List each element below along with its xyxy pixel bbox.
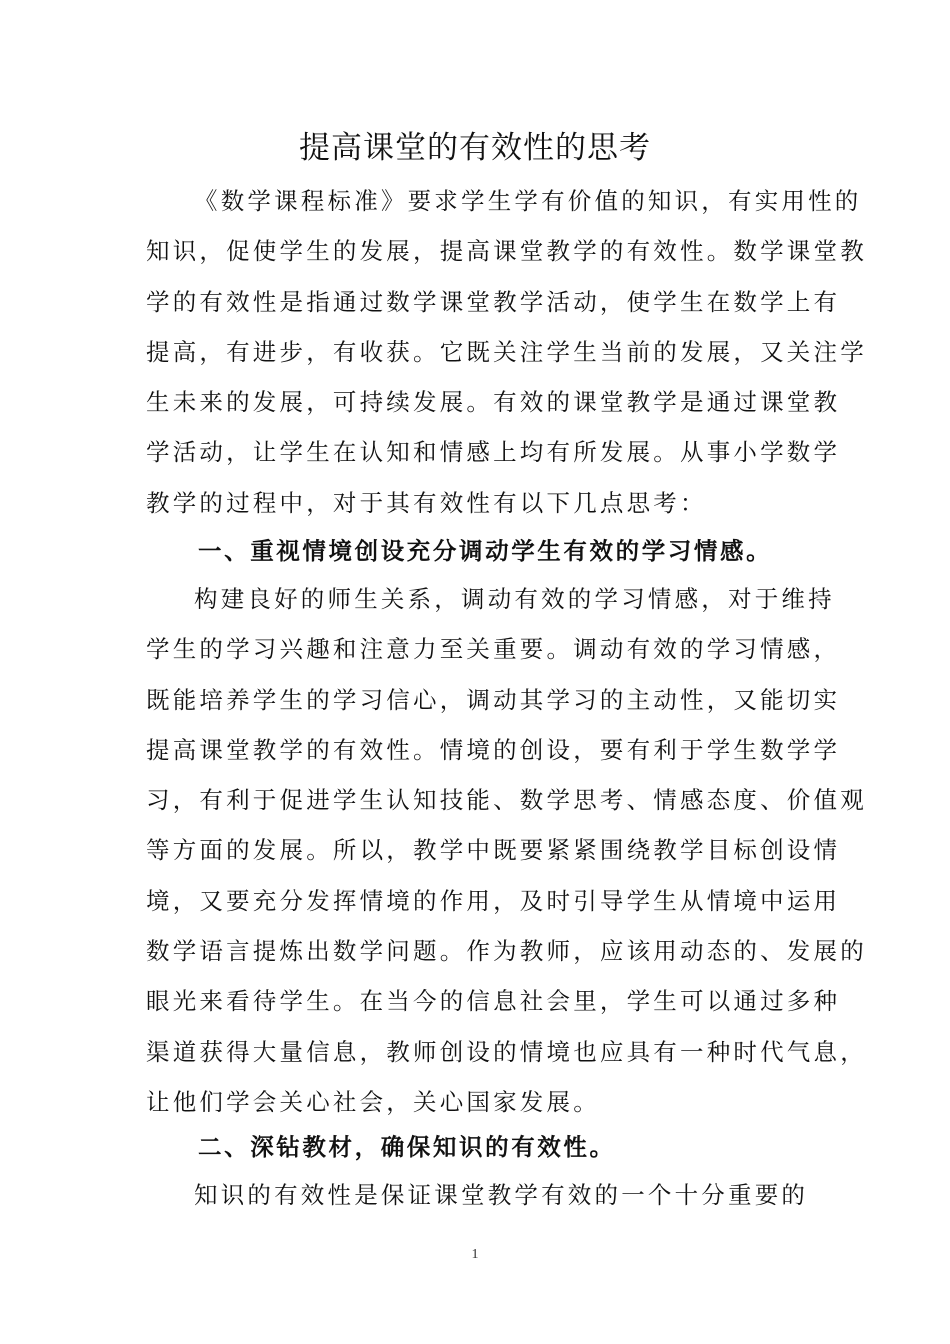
paragraph-line: 境，又要充分发挥情境的作用，及时引导学生从情境中运用 <box>146 886 841 915</box>
paragraph-section-2 <box>146 1170 826 1220</box>
section-heading-2: 二、深钻教材，确保知识的有效性。 <box>198 1133 616 1161</box>
paragraph-intro <box>146 176 867 528</box>
paragraph-line: 学的有效性是指通过数学课堂教学活动，使学生在数学上有 <box>146 287 841 316</box>
section-heading-1: 一、重视情境创设充分调动学生有效的学习情感。 <box>198 537 773 565</box>
paragraph-line: 习，有利于促进学生认知技能、数学思考、情感态度、价值观 <box>146 786 867 815</box>
paragraph-line: 学活动，让学生在认知和情感上均有所发展。从事小学数学 <box>146 438 841 467</box>
paragraph-line: 数学语言提炼出数学问题。作为教师，应该用动态的、发展的 <box>146 937 867 966</box>
document-title: 提高课堂的有效性的思考 <box>299 130 651 166</box>
paragraph-line: 等方面的发展。所以，教学中既要紧紧围绕教学目标创设情 <box>146 836 841 865</box>
paragraph-line: 《数学课程标准》要求学生学有价值的知识，有实用性的 <box>194 187 862 215</box>
paragraph-line: 既能培养学生的学习信心，调动其学习的主动性，又能切实 <box>146 685 841 714</box>
page-number: 1 <box>471 1247 479 1262</box>
paragraph-line: 让他们学会关心社会，关心国家发展。 <box>146 1087 600 1116</box>
paragraph-line: 渠道获得大量信息，教师创设的情境也应具有一种时代气息， <box>146 1037 867 1066</box>
paragraph-line: 教学的过程中，对于其有效性有以下几点思考： <box>146 488 707 517</box>
paragraph-line: 提高课堂教学的有效性。情境的创设，要有利于学生数学学 <box>146 735 841 764</box>
paragraph-line: 构建良好的师生关系，调动有效的学习情感，对于维持 <box>194 585 835 613</box>
paragraph-line: 学生的学习兴趣和注意力至关重要。调动有效的学习情感， <box>146 635 841 664</box>
paragraph-section-1 <box>146 574 867 1127</box>
paragraph-line: 生未来的发展，可持续发展。有效的课堂教学是通过课堂教 <box>146 388 841 417</box>
paragraph-line: 知识，促使学生的发展，提高课堂教学的有效性。数学课堂教 <box>146 237 867 266</box>
paragraph-line: 提高，有进步，有收获。它既关注学生当前的发展，又关注学 <box>146 337 867 366</box>
paragraph-line: 眼光来看待学生。在当今的信息社会里，学生可以通过多种 <box>146 987 841 1016</box>
paragraph-line: 知识的有效性是保证课堂教学有效的一个十分重要的 <box>194 1181 809 1209</box>
